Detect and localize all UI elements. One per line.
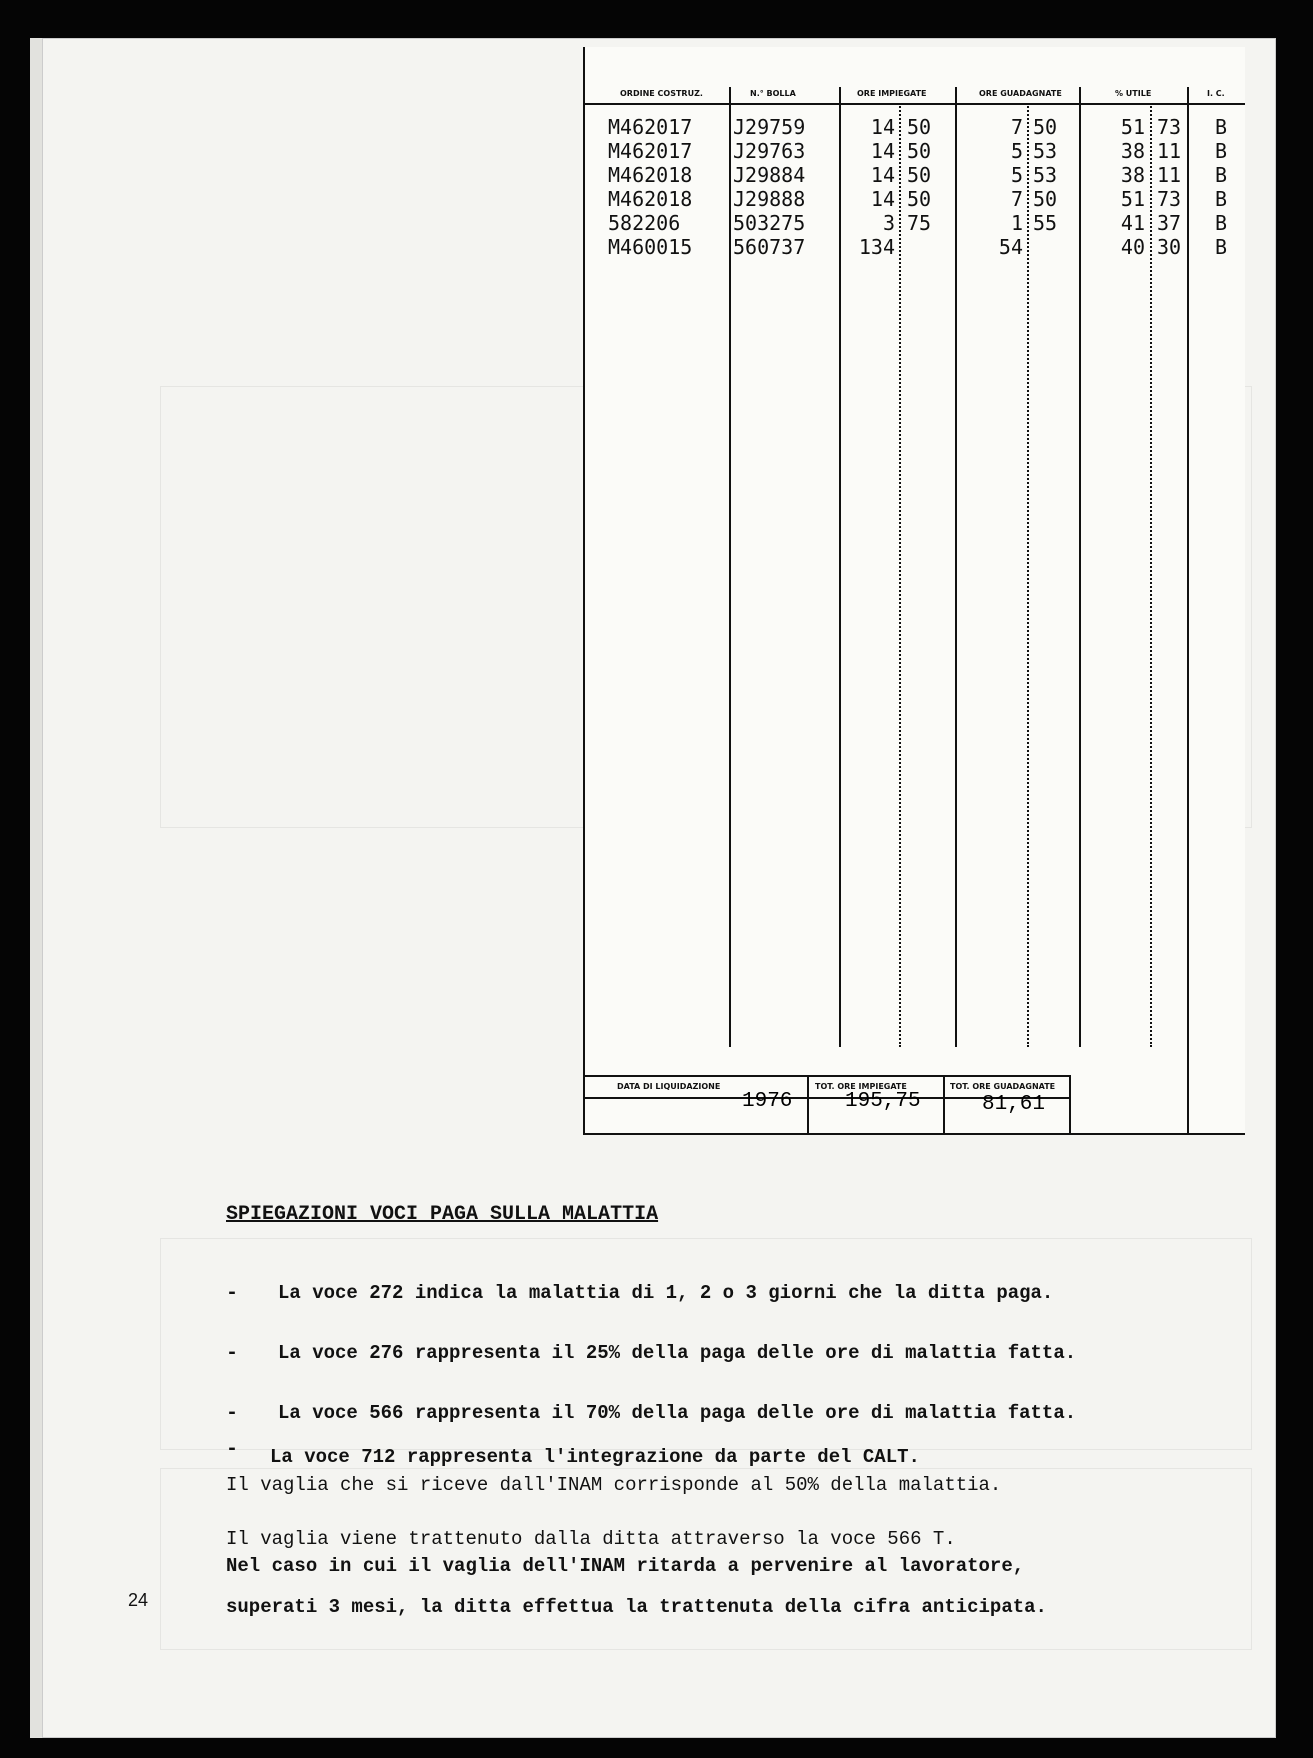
slip-cell-ordine: 582206	[608, 211, 681, 235]
slip-cell-imp-dec: 50	[907, 139, 932, 163]
slip-cell-imp-dec: 50	[907, 187, 932, 211]
slip-cell-ic: B	[1215, 187, 1228, 211]
paragraph-line-2: Nel caso in cui il vaglia dell'INAM ritarda a pervenire al lavoratore,	[226, 1555, 1025, 1577]
paragraph-line-3: superati 3 mesi, la ditta effettua la trattenuta della cifra anticipata.	[226, 1596, 1047, 1618]
slip-cell-ordine: M462018	[608, 187, 693, 211]
slip-cell-ut-int: 51	[1120, 187, 1145, 211]
item-voce-566: La voce 566 rappresenta il 70% della paga delle ore di malattia fatta.	[278, 1402, 1077, 1424]
slip-cell-bolla: 560737	[733, 235, 806, 259]
footer-tot-imp-value: 195,75	[845, 1090, 921, 1113]
slip-row	[585, 163, 1245, 187]
slip-cell-ut-int: 41	[1120, 211, 1145, 235]
slip-cell-ut-int: 38	[1120, 139, 1145, 163]
slip-row	[585, 187, 1245, 211]
footer-tot-gua-value: 81,61	[982, 1093, 1046, 1116]
footer-tot-gua-label: TOT. ORE GUADAGNATE	[950, 1082, 1056, 1091]
slip-cell-imp-int: 14	[870, 115, 895, 139]
header-ic: I. C.	[1207, 89, 1225, 98]
slip-cell-bolla: J29759	[733, 115, 806, 139]
footer-data-label: DATA DI LIQUIDAZIONE	[617, 1082, 721, 1091]
item-voce-712-continuation: Il vaglia che si riceve dall'INAM corrisponde al 50% della malattia.	[226, 1474, 1002, 1496]
slip-cell-imp-int: 14	[870, 163, 895, 187]
slip-cell-gua-int: 7	[1010, 115, 1023, 139]
item-voce-712: La voce 712 rappresenta l'integrazione da parte del CALT.	[270, 1446, 920, 1468]
slip-cell-ordine: M462017	[608, 139, 693, 163]
slip-cell-ut-int: 38	[1120, 163, 1145, 187]
slip-cell-ordine: M462017	[608, 115, 693, 139]
slip-cell-imp-int: 3	[882, 211, 895, 235]
slip-cell-ic: B	[1215, 139, 1228, 163]
slip-cell-imp-int: 134	[858, 235, 895, 259]
slip-row	[585, 235, 1245, 259]
header-ore-impiegate: ORE IMPIEGATE	[857, 89, 927, 98]
bullet-dash: -	[226, 1402, 239, 1425]
slip-row	[585, 115, 1245, 139]
slip-cell-bolla: J29888	[733, 187, 806, 211]
slip-cell-ut-int: 51	[1120, 115, 1145, 139]
header-utile: % UTILE	[1115, 89, 1152, 98]
page-number: 24	[128, 1590, 149, 1610]
slip-row	[585, 139, 1245, 163]
paragraph-line-1: Il vaglia viene trattenuto dalla ditta attraverso la voce 566 T.	[226, 1528, 956, 1550]
slip-cell-imp-dec: 75	[907, 211, 932, 235]
slip-cell-gua-int: 1	[1010, 211, 1023, 235]
slip-cell-ic: B	[1215, 211, 1228, 235]
slip-cell-ut-dec: 73	[1157, 187, 1182, 211]
bullet-dash: -	[226, 1342, 239, 1365]
slip-cell-imp-int: 14	[870, 187, 895, 211]
slip-cell-gua-int: 7	[1010, 187, 1023, 211]
bullet-dash: -	[226, 1438, 239, 1461]
payroll-slip	[583, 47, 1245, 1135]
header-bolla: N.° BOLLA	[750, 89, 796, 98]
slip-cell-ut-dec: 30	[1157, 235, 1182, 259]
section-heading: SPIEGAZIONI VOCI PAGA SULLA MALATTIA	[226, 1203, 659, 1226]
slip-cell-ut-dec: 11	[1157, 163, 1182, 187]
slip-cell-ic: B	[1215, 115, 1228, 139]
header-ordine: ORDINE COSTRUZ.	[620, 89, 703, 98]
slip-cell-gua-int: 54	[998, 235, 1023, 259]
slip-cell-gua-int: 5	[1010, 139, 1023, 163]
slip-row	[585, 211, 1245, 235]
slip-cell-imp-dec: 50	[907, 163, 932, 187]
slip-cell-gua-dec: 50	[1033, 187, 1058, 211]
footer-data-value: 1976	[742, 1090, 793, 1113]
item-voce-272: La voce 272 indica la malattia di 1, 2 o 3 giorni che la ditta paga.	[278, 1282, 1054, 1304]
slip-cell-ordine: M462018	[608, 163, 693, 187]
slip-cell-gua-int: 5	[1010, 163, 1023, 187]
slip-header	[585, 85, 1245, 103]
slip-cell-bolla: 503275	[733, 211, 806, 235]
slip-cell-bolla: J29884	[733, 163, 806, 187]
slip-cell-ut-dec: 11	[1157, 139, 1182, 163]
header-ore-guadagnate: ORE GUADAGNATE	[979, 89, 1062, 98]
slip-cell-gua-dec: 50	[1033, 115, 1058, 139]
slip-cell-gua-dec: 53	[1033, 163, 1058, 187]
slip-cell-ut-dec: 37	[1157, 211, 1182, 235]
slip-cell-gua-dec: 53	[1033, 139, 1058, 163]
slip-cell-imp-int: 14	[870, 139, 895, 163]
slip-cell-ut-dec: 73	[1157, 115, 1182, 139]
slip-cell-ic: B	[1215, 235, 1228, 259]
slip-cell-ordine: M460015	[608, 235, 693, 259]
slip-cell-bolla: J29763	[733, 139, 806, 163]
slip-cell-imp-dec: 50	[907, 115, 932, 139]
footer-tot-imp-label: TOT. ORE IMPIEGATE	[815, 1082, 907, 1091]
bullet-dash: -	[226, 1282, 239, 1305]
item-voce-276: La voce 276 rappresenta il 25% della paga delle ore di malattia fatta.	[278, 1342, 1077, 1364]
slip-cell-ic: B	[1215, 163, 1228, 187]
slip-cell-ut-int: 40	[1120, 235, 1145, 259]
slip-cell-gua-dec: 55	[1033, 211, 1058, 235]
